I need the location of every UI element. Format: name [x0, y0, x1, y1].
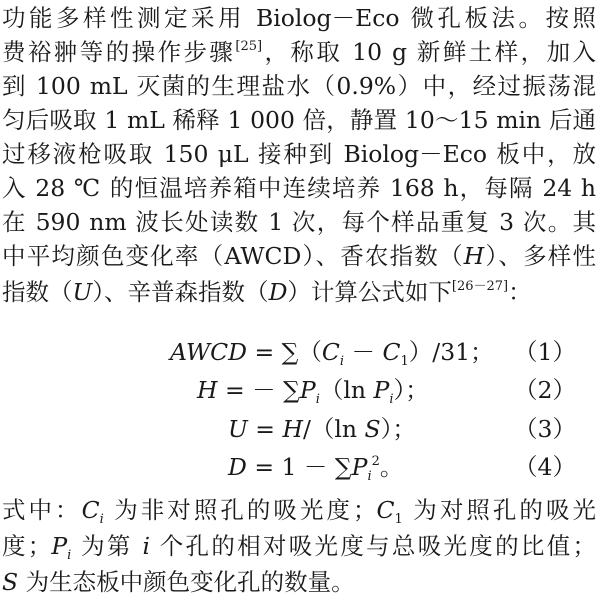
explanation-line-1: 式中：$C_i$ 为非对照孔的吸光度；$C_1$ 为对照孔的吸光 — [2, 496, 596, 527]
text-line-1: 功能多样性测定采用 Biolog－Eco 微孔板法。按照 — [2, 4, 596, 32]
text-line-6: 入 28 ℃ 的恒温培养箱中连续培养 168 h，每隔 24 h — [2, 174, 596, 202]
equation-number-2: （2） — [514, 376, 576, 404]
text-line-4: 匀后吸取 1 mL 稀释 1 000 倍，静置 10～15 min 后通 — [2, 106, 596, 134]
text-line-3: 到 100 mL 灭菌的生理盐水（0.9%）中，经过振荡混 — [2, 72, 596, 100]
equation-1: AWCD = $\sum(C_i - C_1)/31$； — [170, 338, 494, 369]
citation-ref-25: [25] — [235, 39, 263, 54]
equation-number-1: （1） — [514, 338, 576, 366]
text-line-9: 指数（U）、辛普森指数（D）计算公式如下[26－27]： — [2, 278, 532, 306]
text-line-2: 费裕翀等的操作步骤[25]，称取 10 g 新鲜土样，加入 — [2, 38, 597, 66]
equation-3: U = H/（ln S）； — [228, 415, 416, 443]
equation-number-4: （4） — [514, 453, 576, 481]
citation-ref-26-27: [26－27] — [451, 279, 509, 294]
equation-number-3: （3） — [514, 415, 576, 443]
text-line-8: 中平均颜色变化率（AWCD）、香农指数（H）、多样性 — [2, 242, 597, 270]
text-line-5: 过移液枪吸取 150 μL 接种到 Biolog－Eco 板中，放 — [2, 140, 596, 168]
text-line-7: 在 590 nm 波长处读数 1 次，每个样品重复 3 次。其 — [2, 208, 596, 236]
explanation-line-3: S 为生态板中颜色变化孔的数量。 — [2, 568, 355, 596]
explanation-line-2: 度；$P_i$ 为第 i 个孔的相对吸光度与总吸光度的比值； — [2, 532, 596, 563]
equation-4: $D = 1 - \sum P_i^2$。 — [228, 453, 404, 484]
equation-2: H = － $\sum P_i(\ln$ $P_i$）； — [197, 376, 429, 407]
